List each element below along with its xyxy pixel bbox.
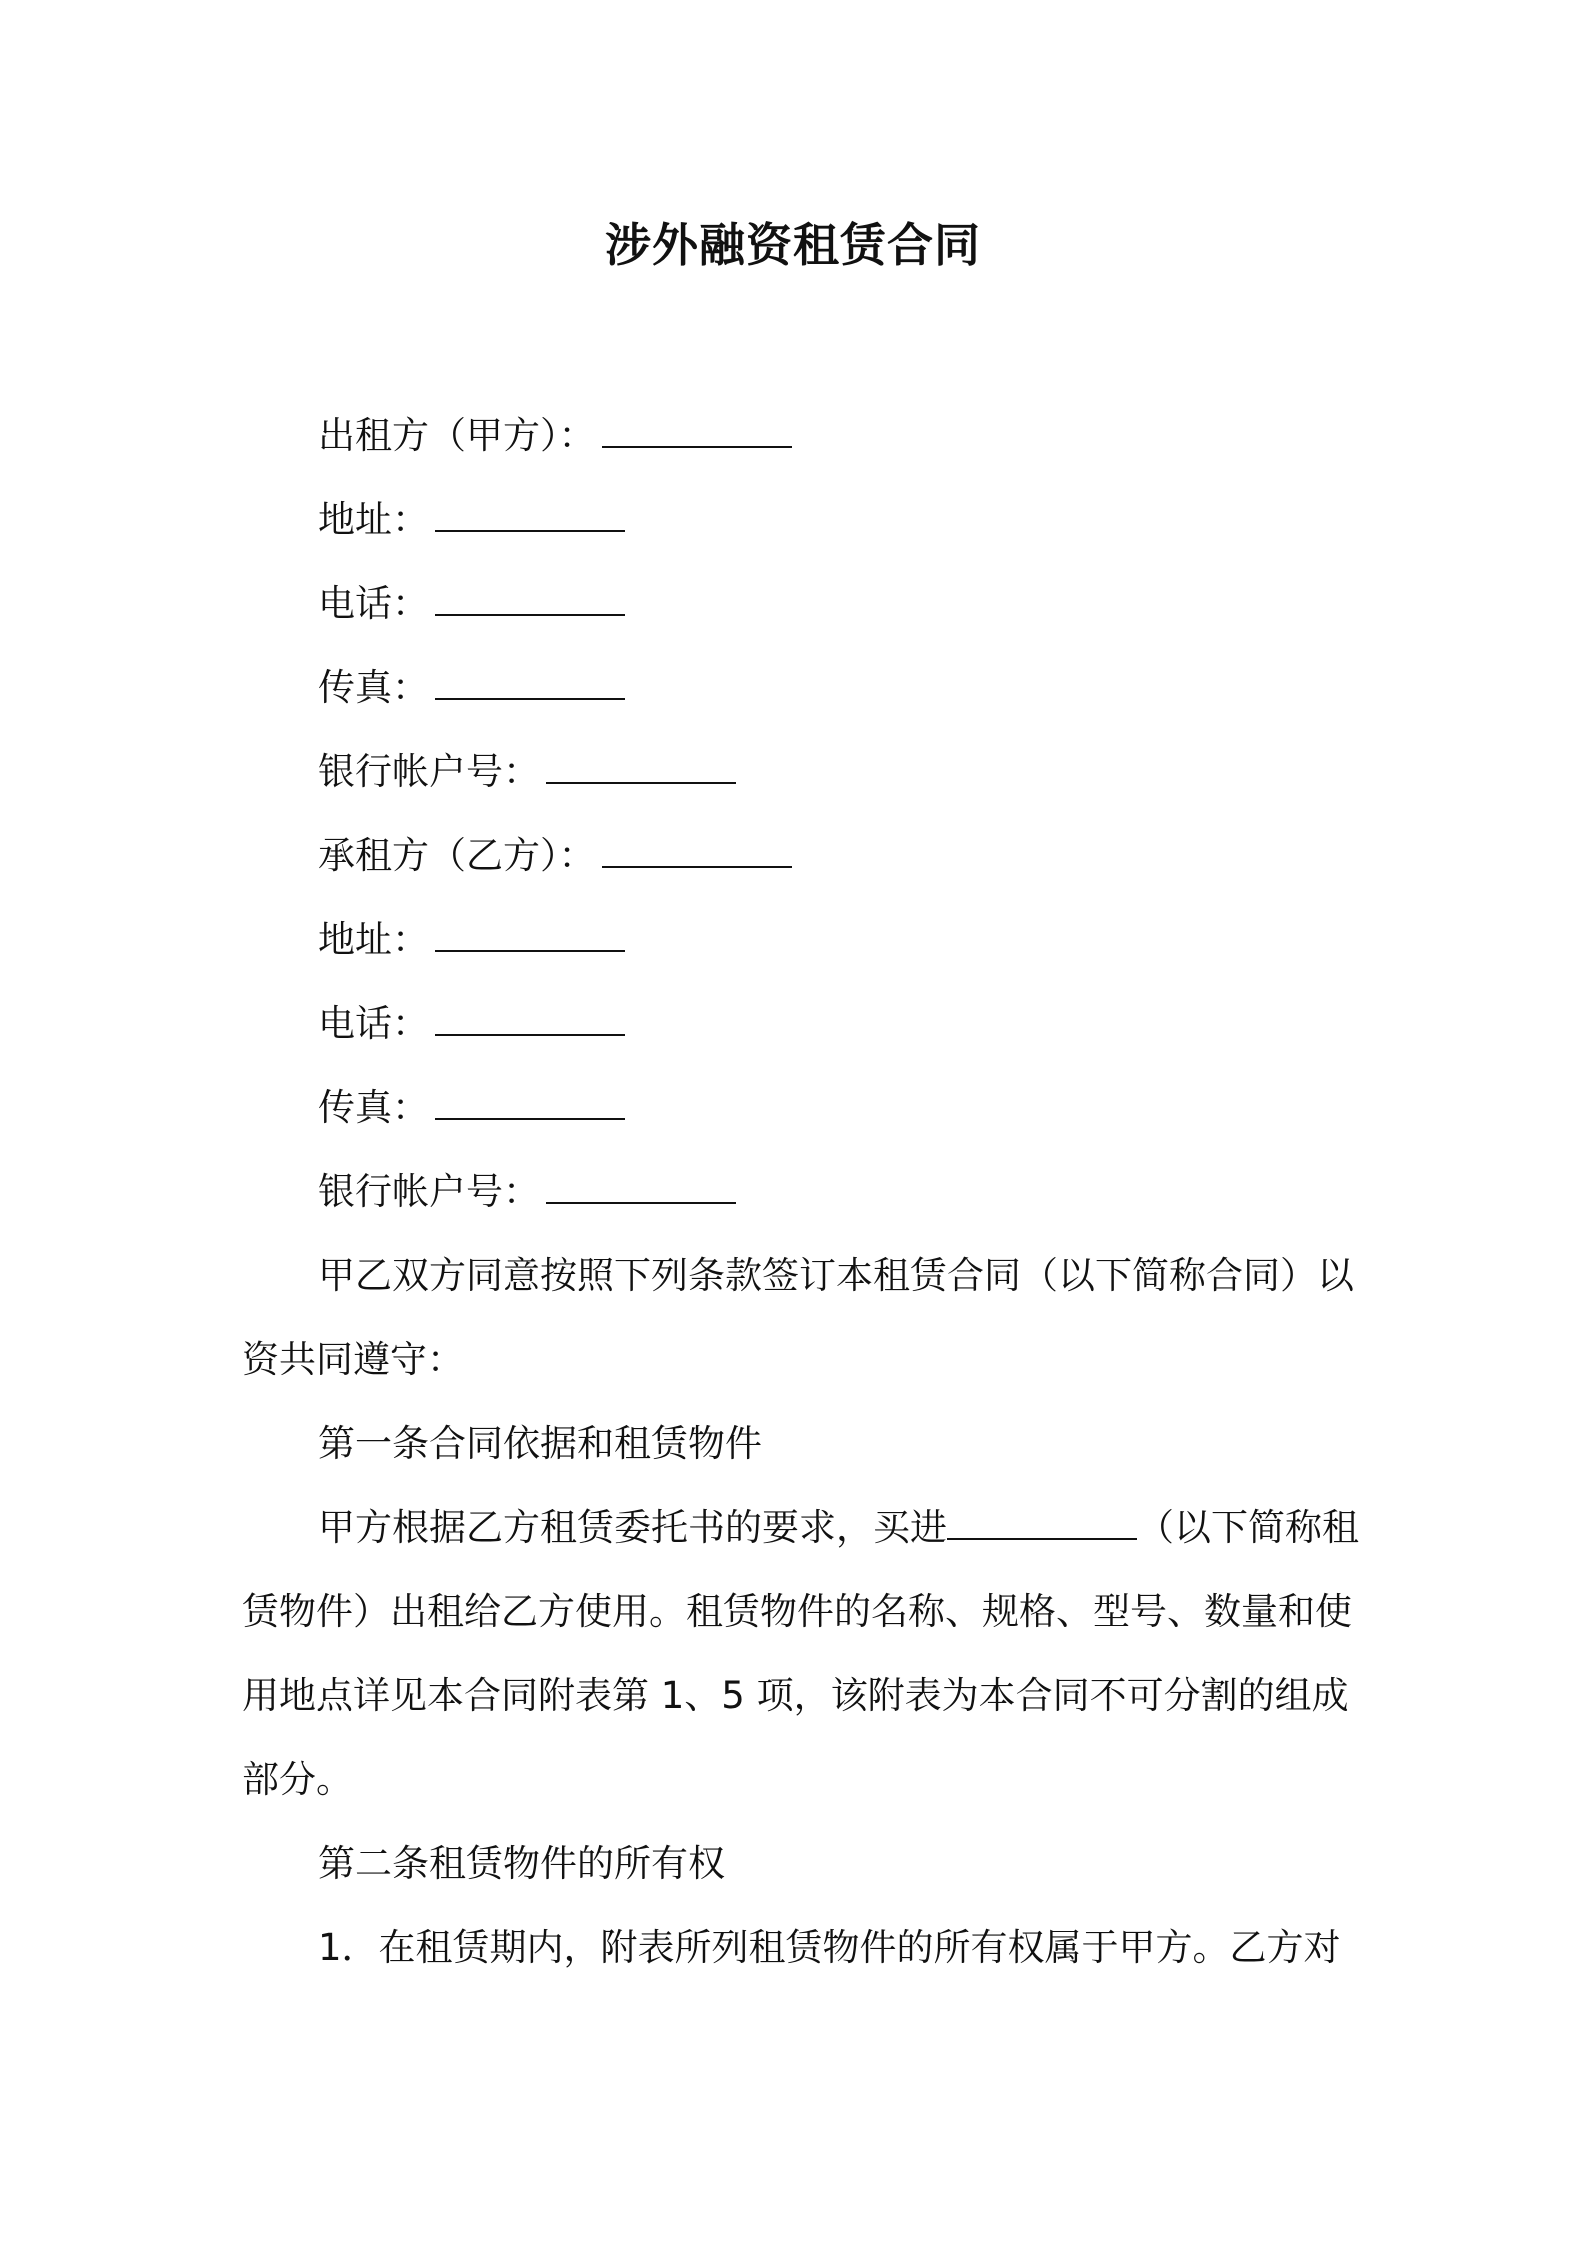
article-1-line-3: 用地点详见本合同附表第 1、5 项，该附表为本合同不可分割的组成 xyxy=(242,1674,1349,1717)
lessee-phone-field xyxy=(318,996,625,1052)
lessee-phone-label: 电话： xyxy=(318,1002,429,1045)
purchase-item-blank xyxy=(947,1504,1137,1540)
lessor-role-blank xyxy=(602,412,792,448)
lessee-bank-blank xyxy=(546,1168,736,1204)
lessor-address-field xyxy=(318,492,625,548)
article-2-item-1: 1．在租赁期内，附表所列租赁物件的所有权属于甲方。乙方对 xyxy=(318,1926,1341,1969)
article-2-heading: 第二条租赁物件的所有权 xyxy=(318,1842,725,1885)
article-1-line-4: 部分。 xyxy=(242,1758,353,1801)
lessor-fax-label: 传真： xyxy=(318,666,429,709)
article-1-line-2: 赁物件）出租给乙方使用。租赁物件的名称、规格、型号、数量和使 xyxy=(242,1590,1352,1633)
lessor-bank-blank xyxy=(546,748,736,784)
lessor-role-label: 出租方（甲方）： xyxy=(318,414,596,457)
lessor-phone-field xyxy=(318,576,625,632)
lessee-bank-label: 银行帐户号： xyxy=(318,1170,540,1213)
article-1-heading: 第一条合同依据和租赁物件 xyxy=(318,1422,762,1465)
lessor-fax-field xyxy=(318,660,625,716)
lessor-bank-label: 银行帐户号： xyxy=(318,750,540,793)
article-1-line-1-b: （以下简称租 xyxy=(1137,1506,1359,1549)
article-1-line-1 xyxy=(318,1500,1359,1556)
lessor-address-label: 地址： xyxy=(318,498,429,541)
lessee-role-blank xyxy=(602,832,792,868)
lessee-bank-field xyxy=(318,1164,736,1220)
lessor-phone-blank xyxy=(435,580,625,616)
lessee-address-blank xyxy=(435,916,625,952)
document-title: 涉外融资租赁合同 xyxy=(605,218,981,272)
lessor-role-field xyxy=(318,408,792,464)
lessee-fax-label: 传真： xyxy=(318,1086,429,1129)
lessee-address-field xyxy=(318,912,625,968)
lessor-fax-blank xyxy=(435,664,625,700)
preamble-line-2: 资共同遵守： xyxy=(242,1338,464,1381)
article-1-line-1-a: 甲方根据乙方租赁委托书的要求，买进 xyxy=(318,1506,947,1549)
lessee-address-label: 地址： xyxy=(318,918,429,961)
lessee-fax-blank xyxy=(435,1084,625,1120)
lessor-phone-label: 电话： xyxy=(318,582,429,625)
lessee-fax-field xyxy=(318,1080,625,1136)
lessor-bank-field xyxy=(318,744,736,800)
lessee-role-field xyxy=(318,828,792,884)
preamble-line-1: 甲乙双方同意按照下列条款签订本租赁合同（以下简称合同）以 xyxy=(318,1254,1354,1297)
lessee-phone-blank xyxy=(435,1000,625,1036)
lessor-address-blank xyxy=(435,496,625,532)
lessee-role-label: 承租方（乙方）： xyxy=(318,834,596,877)
